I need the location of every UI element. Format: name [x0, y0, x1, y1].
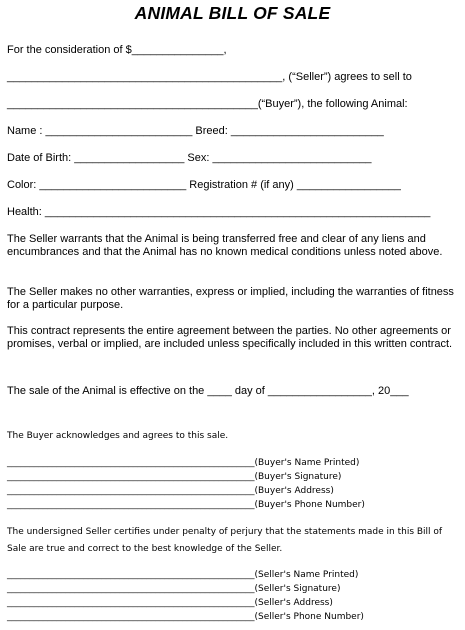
dob-sex-line: Date of Birth: __________________ Sex: __________________________	[7, 152, 372, 164]
no-other-warranties-paragraph: The Seller makes no other warranties, express or implied, including the warranties of fitness for a particular purpose.	[7, 286, 454, 311]
consideration-line: For the consideration of $_______________,	[7, 44, 227, 56]
buyer-name-printed-line: _______________________________________________________(Buyer's Name Printed)	[7, 458, 360, 468]
seller-signature-line: _______________________________________________________(Seller's Signature)	[7, 584, 341, 594]
seller-phone-line: _______________________________________________________(Seller's Phone Number)	[7, 612, 364, 622]
document-title: ANIMAL BILL OF SALE	[134, 3, 331, 23]
buyer-acknowledgement: The Buyer acknowledges and agrees to this sale.	[7, 431, 229, 441]
buyer-address-line: _______________________________________________________(Buyer's Address)	[7, 486, 334, 496]
health-line: Health: _______________________________________________________________	[7, 206, 431, 218]
entire-agreement-paragraph: This contract represents the entire agreement between the parties. No other agreements or promises, verbal or implied, are included unless specifically included in this written contract.	[7, 325, 453, 350]
color-registration-line: Color: ________________________ Registration # (if any) _________________	[7, 179, 401, 191]
seller-name-printed-line: _______________________________________________________(Seller's Name Printed)	[7, 570, 359, 580]
seller-address-line: _______________________________________________________(Seller's Address)	[7, 598, 333, 608]
seller-line: _____________________________________________, (“Seller”) agrees to sell to	[7, 71, 412, 83]
name-breed-line: Name : ________________________ Breed: _________________________	[7, 125, 384, 137]
effective-date-line: The sale of the Animal is effective on the ____ day of _________________, 20___	[7, 385, 409, 397]
buyer-signature-line: _______________________________________________________(Buyer's Signature)	[7, 472, 342, 482]
seller-certification: The undersigned Seller certifies under penalty of perjury that the statements made in this Bill of Sale are true and correct to the best knowledge of the Seller.	[7, 527, 443, 554]
buyer-line: _________________________________________(“Buyer”), the following Animal:	[7, 98, 408, 110]
warranty-paragraph: The Seller warrants that the Animal is being transferred free and clear of any liens and encumbrances and that the Animal has no known medical conditions unless noted above.	[7, 233, 443, 258]
buyer-phone-line: _______________________________________________________(Buyer's Phone Number)	[7, 500, 365, 510]
